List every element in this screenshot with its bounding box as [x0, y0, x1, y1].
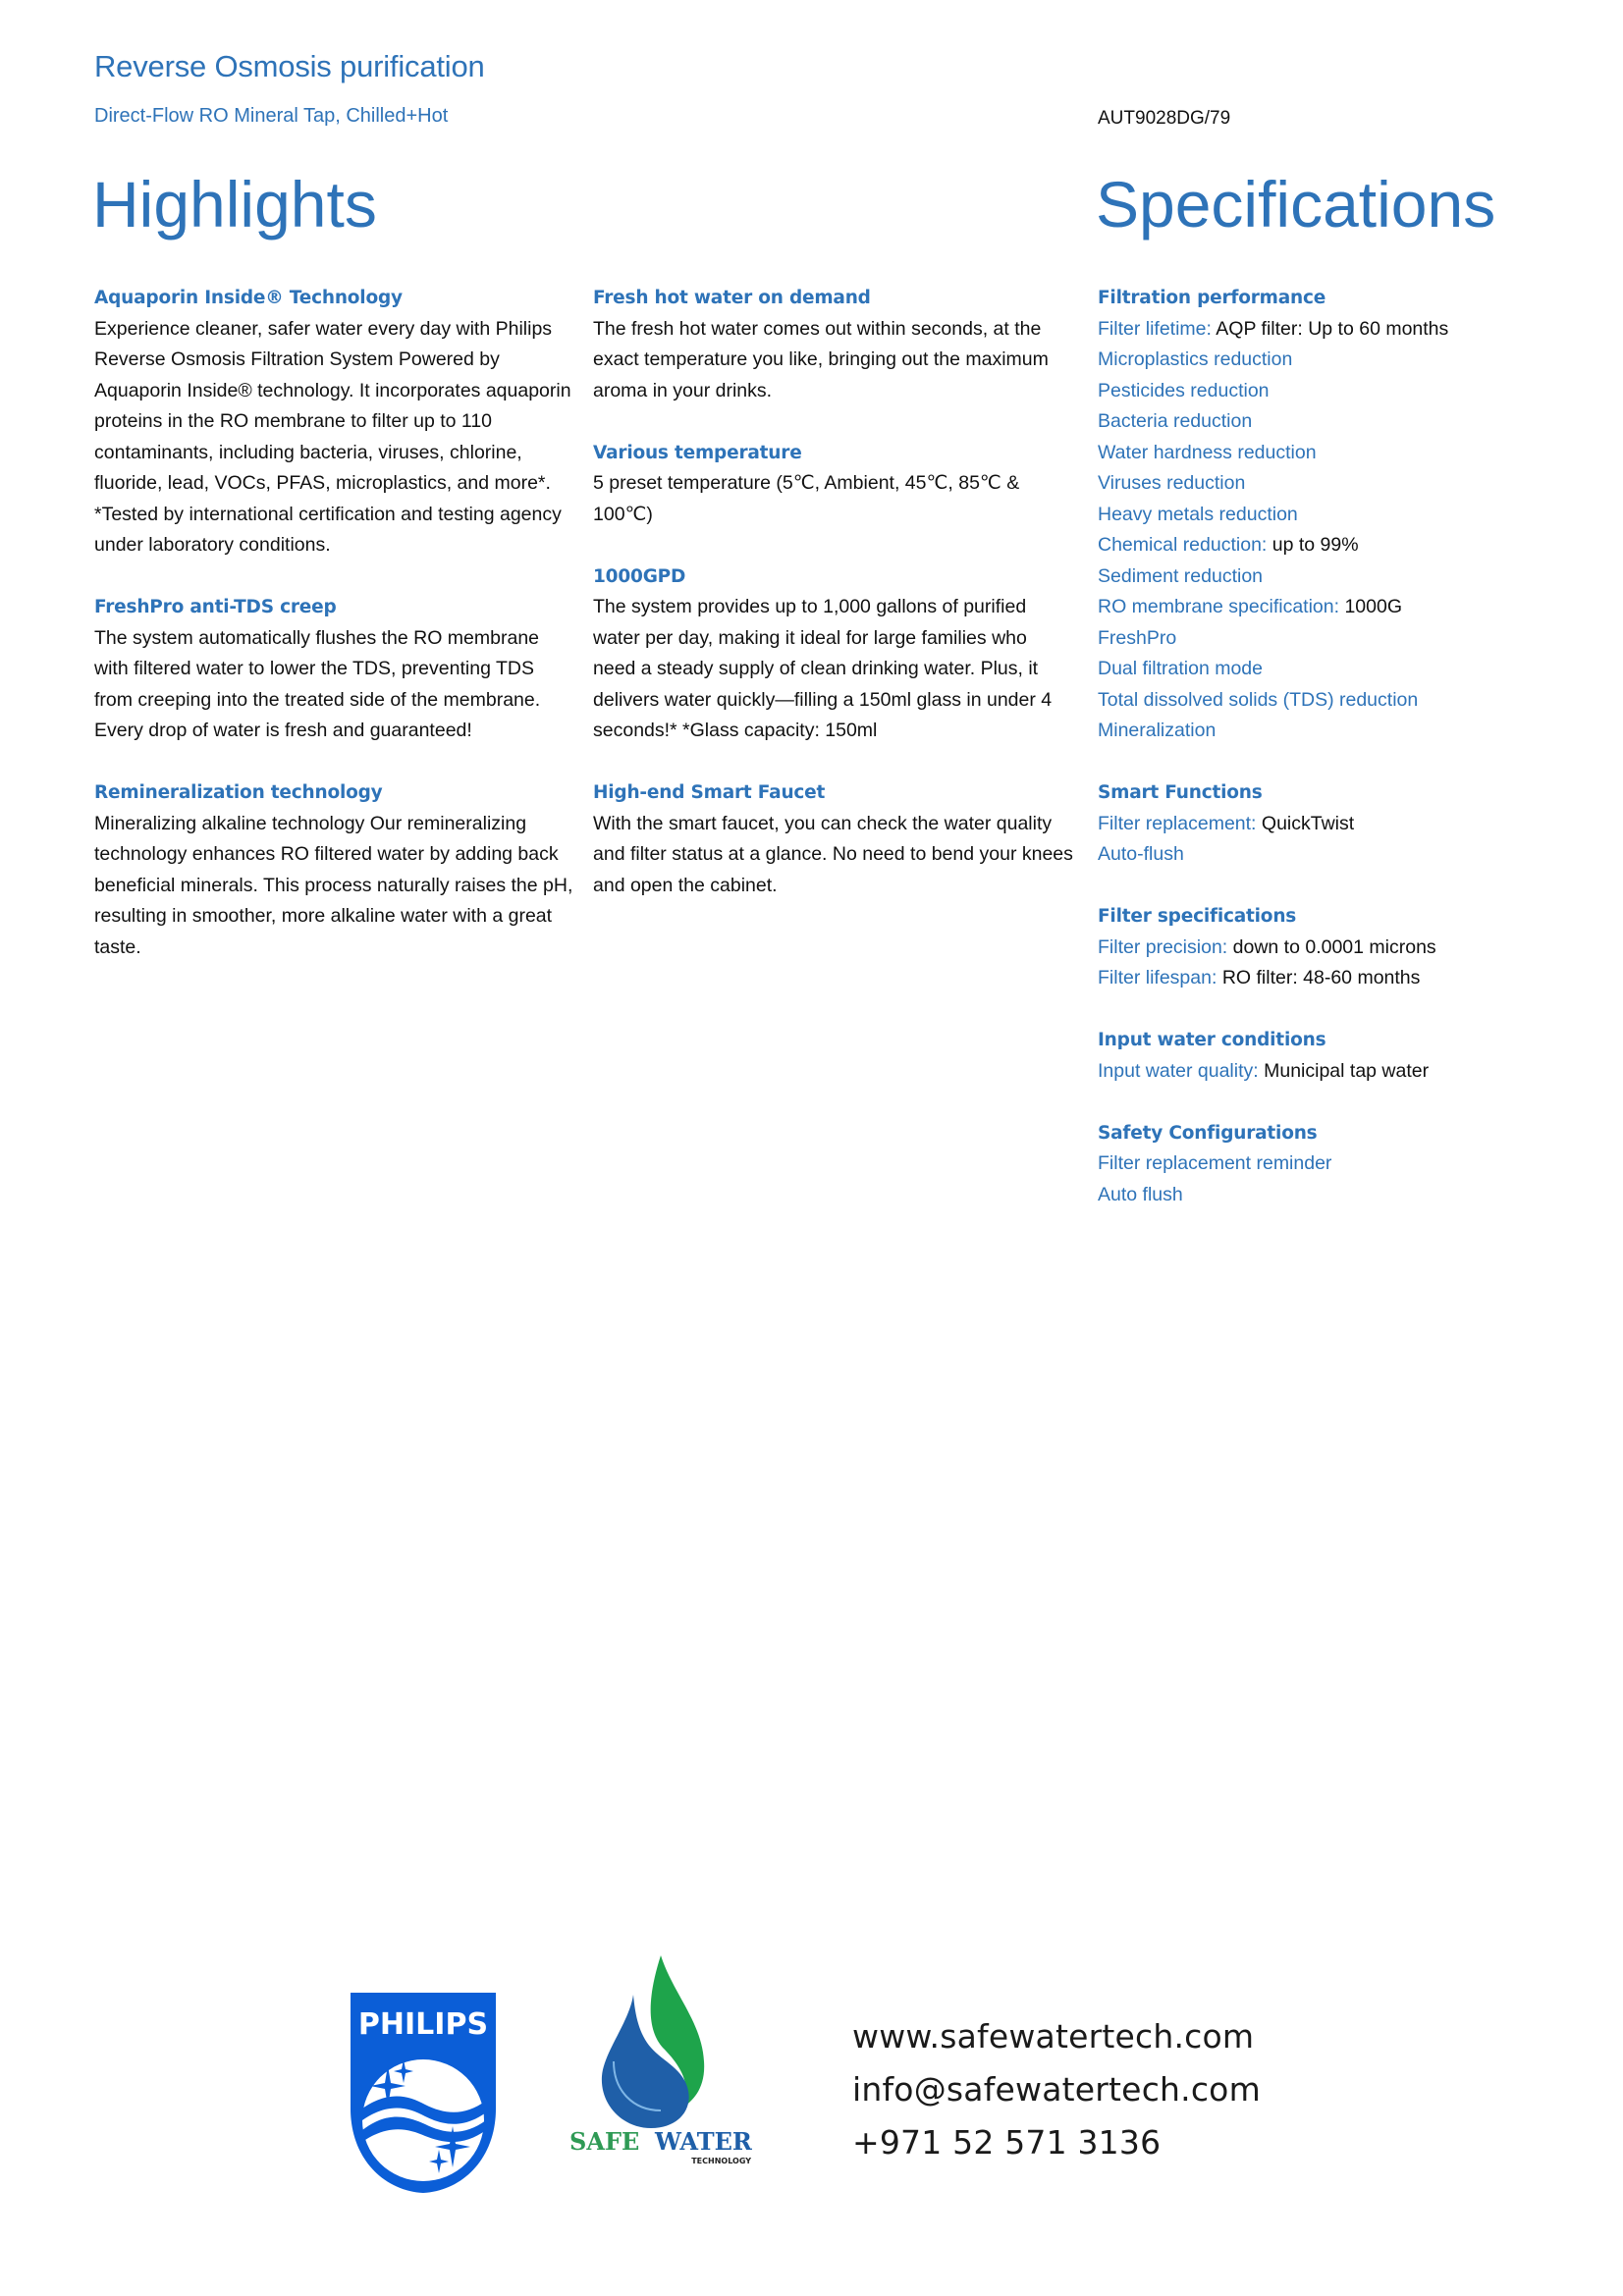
spec-label: Input water quality: — [1098, 1059, 1259, 1082]
spec-label: Mineralization — [1098, 720, 1217, 741]
safe-word: SAFE — [569, 2127, 640, 2156]
spec-group — [1098, 777, 1589, 871]
spec-row — [1098, 438, 1589, 469]
spec-row — [1098, 1148, 1589, 1180]
spec-label: Auto-flush — [1098, 843, 1184, 865]
specifications-column — [1098, 283, 1589, 1242]
highlight-title: Various temperature — [593, 442, 802, 463]
water-word: WATER — [655, 2127, 752, 2156]
spec-label: Heavy metals reduction — [1098, 503, 1298, 525]
highlight-body: 5 preset temperature (5℃, Ambient, 45℃, 85℃ & 100℃) — [593, 472, 1020, 525]
highlight-title: High-end Smart Faucet — [593, 782, 826, 803]
spec-row — [1098, 592, 1589, 623]
spec-label: Auto flush — [1098, 1183, 1183, 1205]
highlights-heading: Highlights — [92, 168, 377, 240]
highlight-title: Aquaporin Inside® Technology — [94, 288, 403, 308]
spec-group — [1098, 1025, 1589, 1087]
spec-value: up to 99% — [1271, 534, 1359, 556]
spec-value: RO filter: 48-60 months — [1221, 967, 1421, 988]
spec-row — [1098, 933, 1589, 964]
spec-row — [1098, 500, 1589, 531]
spec-value: QuickTwist — [1261, 812, 1355, 834]
highlight-title: 1000GPD — [593, 565, 686, 587]
spec-label: Pesticides reduction — [1098, 379, 1270, 401]
highlight-body: Mineralizing alkaline technology Our remineralizing technology enhances RO filtered water by adding back beneficial minerals. This process naturally raises the pH, resulting in smoother, more alkaline water with a great taste. — [94, 812, 573, 958]
highlight-section — [593, 777, 1074, 901]
philips-shield-logo — [349, 1993, 498, 2193]
highlight-body: The system provides up to 1,000 gallons of purified water per day, making it ideal for large families who need a steady supply of clean drinking water. Plus, it delivers water quickly—filling a 150ml glass in under 4 seconds!* *Glass capacity: 150ml — [593, 596, 1053, 741]
spec-label: Dual filtration mode — [1098, 658, 1263, 679]
spec-label: Filter precision: — [1098, 935, 1228, 958]
spec-value: 1000G — [1344, 596, 1403, 617]
spec-row — [1098, 406, 1589, 438]
spec-group-title: Input water conditions — [1098, 1030, 1326, 1050]
highlight-section — [593, 438, 1074, 531]
spec-label: Filter replacement reminder — [1098, 1152, 1332, 1174]
phone-number[interactable]: +971 52 571 3136 — [852, 2123, 1162, 2162]
philips-wordmark: PHILIPS — [357, 2007, 489, 2042]
spec-label: Filter lifetime: — [1098, 317, 1212, 340]
spec-label: Total dissolved solids (TDS) reduction — [1098, 688, 1419, 711]
safe-water-logo — [555, 1953, 766, 2169]
spec-value: down to 0.0001 microns — [1232, 935, 1436, 958]
spec-group-title: Filter specifications — [1098, 906, 1297, 927]
spec-row — [1098, 839, 1589, 871]
spec-group — [1098, 283, 1589, 747]
spec-value: AQP filter: Up to 60 months — [1216, 317, 1449, 340]
highlight-section — [94, 283, 575, 561]
website-link[interactable]: www.safewatertech.com — [852, 2017, 1255, 2056]
highlight-body: With the smart faucet, you can check the water quality and filter status at a glance. No need to bend your knees and open the cabinet. — [593, 812, 1073, 896]
highlight-title: FreshPro anti-TDS creep — [94, 597, 337, 617]
spec-row — [1098, 530, 1589, 561]
spec-group-title: Smart Functions — [1098, 782, 1263, 803]
highlight-body: The system automatically flushes the RO membrane with filtered water to lower the TDS, preventing TDS from creeping into the treated side of the membrane. Every drop of water is fresh and guaranteed! — [94, 626, 541, 741]
highlight-section — [593, 561, 1074, 747]
spec-label: Filter lifespan: — [1098, 967, 1217, 988]
spec-row — [1098, 685, 1589, 717]
spec-row — [1098, 1056, 1589, 1088]
contact-info — [852, 2010, 1261, 2169]
email-link[interactable]: info@safewatertech.com — [852, 2070, 1261, 2109]
technology-tagline: TECHNOLOGY — [691, 2157, 751, 2165]
spec-group — [1098, 1118, 1589, 1211]
spec-label: Water hardness reduction — [1098, 441, 1317, 463]
spec-group-title: Filtration performance — [1098, 288, 1326, 308]
spec-label: Bacteria reduction — [1098, 410, 1253, 432]
document-title: Reverse Osmosis purification — [94, 49, 485, 83]
highlight-title: Fresh hot water on demand — [593, 288, 871, 308]
highlights-column-2 — [593, 283, 1074, 933]
spec-value: Municipal tap water — [1264, 1059, 1430, 1082]
footer — [0, 1953, 1623, 2228]
spec-row — [1098, 963, 1589, 994]
spec-label: Viruses reduction — [1098, 472, 1246, 494]
spec-row — [1098, 468, 1589, 500]
model-code: AUT9028DG/79 — [1098, 108, 1231, 129]
highlight-body: The fresh hot water comes out within seconds, at the exact temperature you like, bringing out the maximum aroma in your drinks. — [593, 317, 1049, 401]
highlight-title: Remineralization technology — [94, 782, 383, 803]
spec-row — [1098, 623, 1589, 655]
spec-row — [1098, 314, 1589, 346]
spec-row — [1098, 654, 1589, 685]
spec-group — [1098, 901, 1589, 994]
highlights-column-1 — [94, 283, 575, 994]
spec-label: RO membrane specification: — [1098, 596, 1340, 617]
spec-row — [1098, 716, 1589, 747]
specifications-heading: Specifications — [1096, 168, 1496, 240]
spec-label: FreshPro — [1098, 626, 1177, 649]
spec-label: Microplastics reduction — [1098, 348, 1293, 370]
highlight-section — [94, 777, 575, 963]
document-subtitle: Direct-Flow RO Mineral Tap, Chilled+Hot — [94, 105, 449, 127]
highlight-section — [94, 592, 575, 747]
spec-group-title: Safety Configurations — [1098, 1122, 1318, 1144]
spec-row — [1098, 376, 1589, 407]
spec-row — [1098, 345, 1589, 376]
spec-label: Chemical reduction: — [1098, 534, 1268, 556]
highlight-section — [593, 283, 1074, 406]
highlight-body: Experience cleaner, safer water every day with Philips Reverse Osmosis Filtration System Powered by Aquaporin Inside® technology. It incorporates aquaporin proteins in the RO membrane to filter up to 110 contaminants, including bacteria, viruses, chlorine, fluoride, lead, VOCs, PFAS, microplastics, and more*. *Tested by international certification and testing agency under laboratory conditions. — [94, 317, 571, 556]
spec-row — [1098, 561, 1589, 593]
spec-label: Sediment reduction — [1098, 564, 1264, 587]
spec-row — [1098, 809, 1589, 840]
spec-label: Filter replacement: — [1098, 812, 1257, 834]
spec-row — [1098, 1180, 1589, 1211]
